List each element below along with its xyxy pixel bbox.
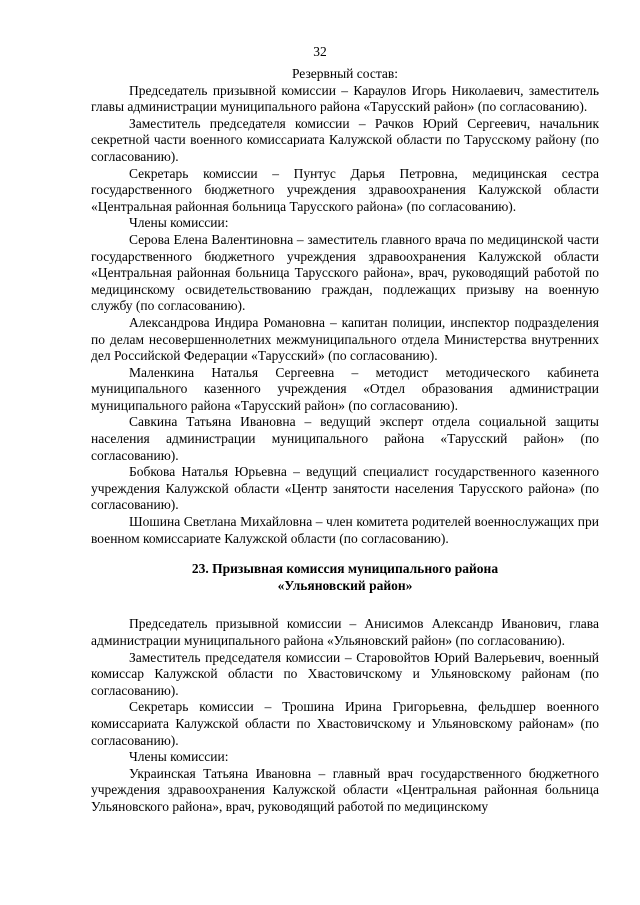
s22-member: Савкина Татьяна Ивановна – ведущий эксперт отдела социальной защиты населения администрации муниципального района «Тарусский район» (по согласованию). xyxy=(91,414,599,463)
s23-secretary: Секретарь комиссии – Трошина Ирина Григорьевна, фельдшер военного комиссариата Калужской области по Хвастовичскому и Ульяновскому районам» (по согласованию). xyxy=(91,699,599,748)
reserve-heading: Резервный состав: xyxy=(291,66,399,81)
page-number: 32 xyxy=(313,44,327,59)
s23-chair: Председатель призывной комиссии – Анисимов Александр Иванович, глава администрации муниципального района «Ульяновский район» (по согласованию). xyxy=(91,616,599,648)
s22-member: Серова Елена Валентиновна – заместитель главного врача по медицинской части государственного бюджетного учреждения здравоохранения Калужской области «Центральная районная больница Тарусского района», врач, руководящий работой по медицинскому освидетельствованию граждан, подлежащих призыву на военную службу (по согласованию). xyxy=(91,231,599,314)
s23-deputy: Заместитель председателя комиссии – Старовойтов Юрий Валерьевич, военный комиссар Калужской области по Хвастовичскому и Ульяновскому районам (по согласованию). xyxy=(91,649,599,698)
s23-members-label: Члены комиссии: xyxy=(129,749,229,765)
document-body xyxy=(91,66,599,816)
section-23-title-line2: «Ульяновский район» xyxy=(277,577,413,593)
s22-chair: Председатель призывной комиссии – Караулов Игорь Николаевич, заместитель главы администрации муниципального района «Тарусский район» (по согласованию). xyxy=(91,82,599,115)
s22-member: Маленкина Наталья Сергеевна – методист методического кабинета муниципального казенного учреждения «Отдел образования администрации муниципального района «Тарусский район» (по согласованию). xyxy=(91,364,599,413)
s22-member: Бобкова Наталья Юрьевна – ведущий специалист государственного казенного учреждения Калужской области «Центр занятости населения Тарусского района» (по согласованию). xyxy=(91,464,599,513)
s22-members-label: Члены комиссии: xyxy=(129,215,229,231)
s22-member: Шошина Светлана Михайловна – член комитета родителей военнослужащих при военном комиссариате Калужской области (по согласованию). xyxy=(91,514,599,546)
s22-secretary: Секретарь комиссии – Пунтус Дарья Петровна, медицинская сестра государственного бюджетного учреждения здравоохранения Калужской области «Центральная районная больница Тарусского района» (по согласованию). xyxy=(91,165,599,214)
s23-member-partial: Украинская Татьяна Ивановна – главный врач государственного бюджетного учреждения здравоохранения Калужской области «Центральная районная больница Ульяновского района», врач, руководящий работой по медицинскому xyxy=(91,765,599,814)
s22-member: Александрова Индира Романовна – капитан полиции, инспектор подразделения по делам несовершеннолетних межмуниципального отдела Министерства внутренних дел Российской Федерации «Тарусский» (по согласованию). xyxy=(91,314,599,364)
section-23-title-line1: 23. Призывная комиссия муниципального района xyxy=(191,561,499,577)
s22-deputy: Заместитель председателя комиссии – Рачков Юрий Сергеевич, начальник секретной части военного комиссариата Калужской области по Тарусскому району (по согласованию). xyxy=(91,115,599,164)
